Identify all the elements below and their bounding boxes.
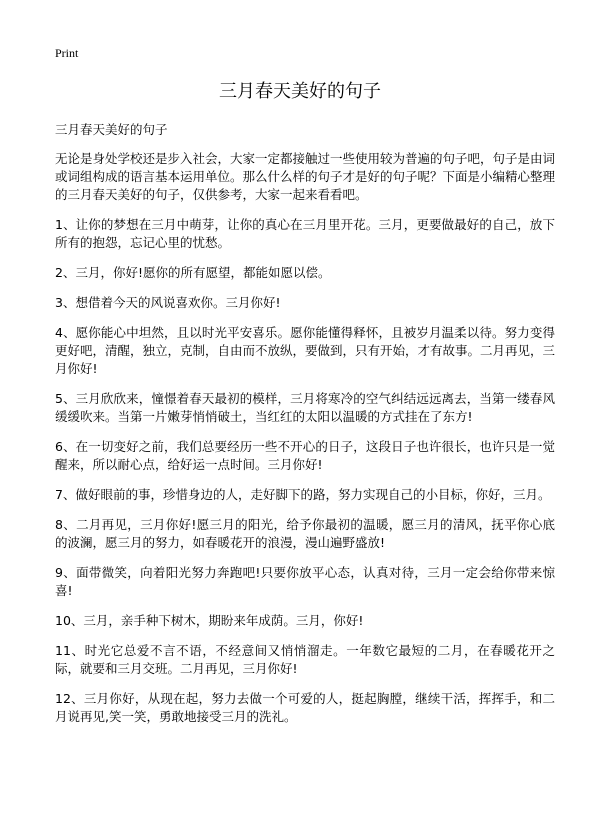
list-item: 8、二月再见，三月你好!愿三月的阳光，给予你最初的温暖，愿三月的清风，抚平你心底的波澜，愿三月的努力，如春暖花开的浪漫，漫山遍野盛放! <box>55 517 555 550</box>
intro-paragraph: 无论是身处学校还是步入社会，大家一定都接触过一些使用较为普遍的句子吧，句子是由词或词组构成的语言基本运用单位。那么什么样的句子才是好的句子呢？下面是小编精心整理的三月春天美好的句子，仅供参考，大家一起来看看吧。 <box>55 151 556 202</box>
list-item: 12、三月你好，从现在起，努力去做一个可爱的人，挺起胸膛，继续干活，挥挥手，和二月说再见,笑一笑，勇敢地接受三月的洗礼。 <box>55 691 555 724</box>
article-subtitle: 三月春天美好的句子 <box>55 122 168 137</box>
list-item: 2、三月，你好!愿你的所有愿望，都能如愿以偿。 <box>55 265 331 280</box>
print-link[interactable]: Print <box>55 46 79 60</box>
page-title: 三月春天美好的句子 <box>219 81 381 102</box>
list-item: 5、三月欣欣来，憧憬着春天最初的模样，三月将寒冷的空气纠结远远离去，当第一缕春风缓缓吹来。当第一片嫩芽悄悄破土，当红红的太阳以温暖的方式挂在了东方! <box>55 391 555 424</box>
list-item: 11、时光它总爱不言不语，不经意间又悄悄溜走。一年数它最短的二月，在春暖花开之际，就要和三月交班。二月再见，三月你好! <box>55 643 555 676</box>
list-item: 6、在一切变好之前，我们总要经历一些不开心的日子，这段日子也许很长，也许只是一觉醒来，所以耐心点，给好运一点时间。三月你好! <box>55 439 555 472</box>
list-item: 3、想借着今天的风说喜欢你。三月你好! <box>55 295 281 310</box>
list-item: 9、面带微笑，向着阳光努力奔跑吧!只要你放平心态，认真对待，三月一定会给你带来惊喜! <box>55 565 555 598</box>
list-item: 10、三月，亲手种下树木，期盼来年成荫。三月，你好! <box>55 613 364 628</box>
list-item: 7、做好眼前的事，珍惜身边的人，走好脚下的路，努力实现自己的小目标，你好，三月。 <box>55 487 551 502</box>
list-item: 4、愿你能心中坦然，且以时光平安喜乐。愿你能懂得释怀，且被岁月温柔以待。努力变得更好吧，清醒，独立，克制，自由而不放纵，要做到，只有开始，才有故事。二月再见，三月你好! <box>55 325 556 376</box>
list-item: 1、让你的梦想在三月中萌芽，让你的真心在三月里开花。三月，更要做最好的自己，放下所有的抱怨，忘记心里的忧愁。 <box>55 217 555 250</box>
article-body <box>55 121 555 738</box>
